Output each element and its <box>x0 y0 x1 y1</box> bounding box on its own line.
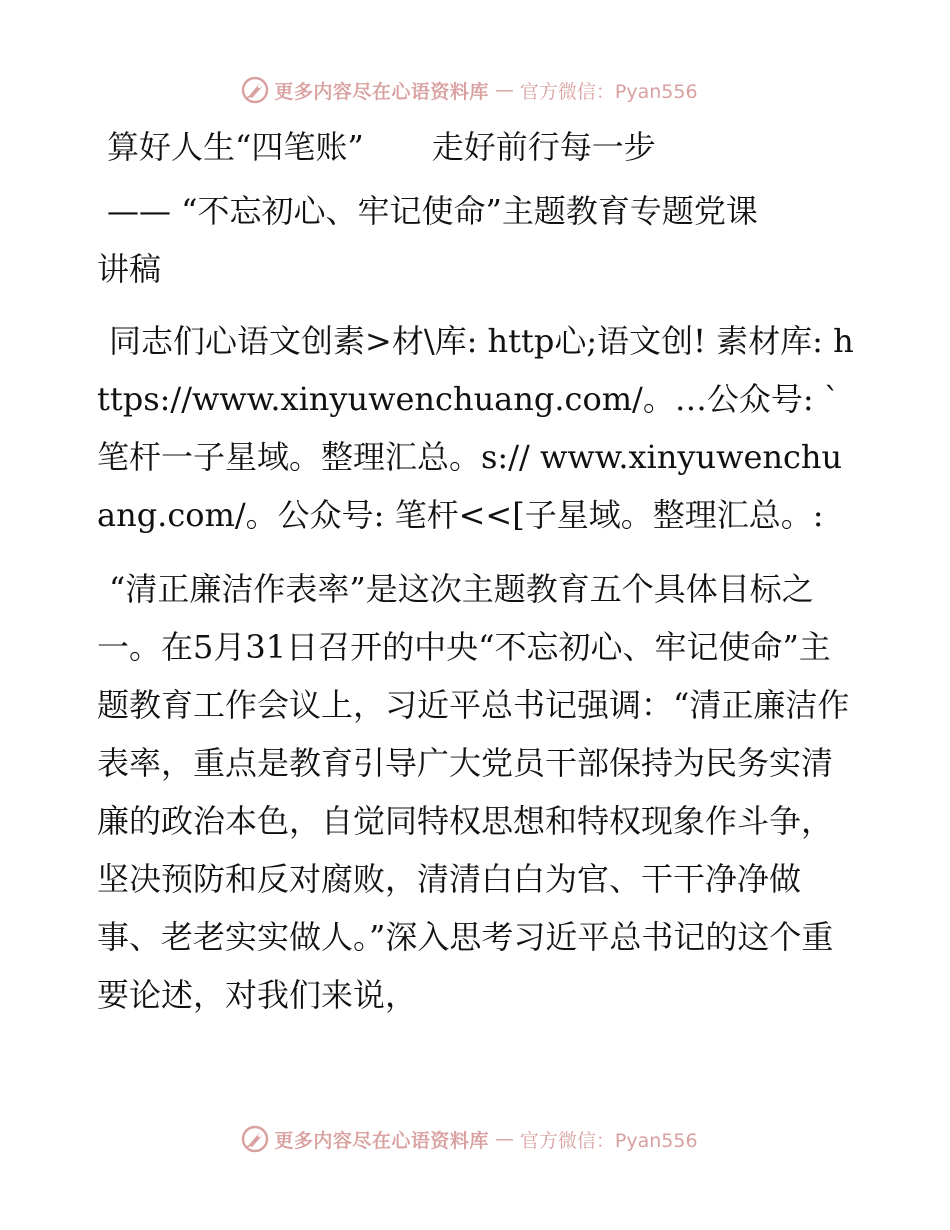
intro-paragraph-text: 同志们心语文创素>材\库: http心;语文创! 素材库: https://www.xinyuwenchuang.com/。…公众号: `笔杆一子星域。整理汇总。s:// www.xinyuwenchuang.com/。公众号: 笔杆<<[子星域。整理汇总。: <box>97 322 854 534</box>
footer-banner <box>0 1119 950 1159</box>
document-title <box>97 118 857 176</box>
footer-separator: — <box>494 1128 514 1150</box>
document-subtitle <box>97 182 857 298</box>
subtitle-line-2: 讲稿 <box>97 250 162 288</box>
footer-library-text: 更多内容尽在心语资料库 <box>274 1129 489 1152</box>
header-library-text: 更多内容尽在心语资料库 <box>274 80 489 103</box>
pen-nib-icon <box>240 75 270 105</box>
title-left: 算好人生“四笔账” <box>107 128 364 166</box>
subtitle-line-1: —— “不忘初心、牢记使命”主题教育专题党课 <box>107 192 758 230</box>
footer-wechat-text: 官方微信：Pyan556 <box>519 1129 698 1152</box>
header-banner <box>0 70 950 110</box>
document-body <box>97 118 857 1024</box>
intro-paragraph <box>97 312 857 544</box>
header-banner-content <box>240 75 697 105</box>
body-paragraph-text: “清正廉洁作表率”是这次主题教育五个具体目标之一。在5月31日召开的中央“不忘初心、牢记使命”主题教育工作会议上，习近平总书记强调：“清正廉洁作表率，重点是教育引导广大党员干部保持为民务实清廉的政治本色，自觉同特权思想和特权现象作斗争，坚决预防和反对腐败，清清白白为官、干干净净做事、老老实实做人。”深入思考习近平总书记的这个重要论述，对我们来说， <box>97 570 850 1014</box>
header-wechat-text: 官方微信：Pyan556 <box>519 80 698 103</box>
title-right: 走好前行每一步 <box>431 128 656 166</box>
pen-nib-icon <box>240 1124 270 1154</box>
footer-banner-content <box>240 1124 697 1154</box>
header-separator: — <box>494 79 514 101</box>
body-paragraph <box>97 560 857 1024</box>
